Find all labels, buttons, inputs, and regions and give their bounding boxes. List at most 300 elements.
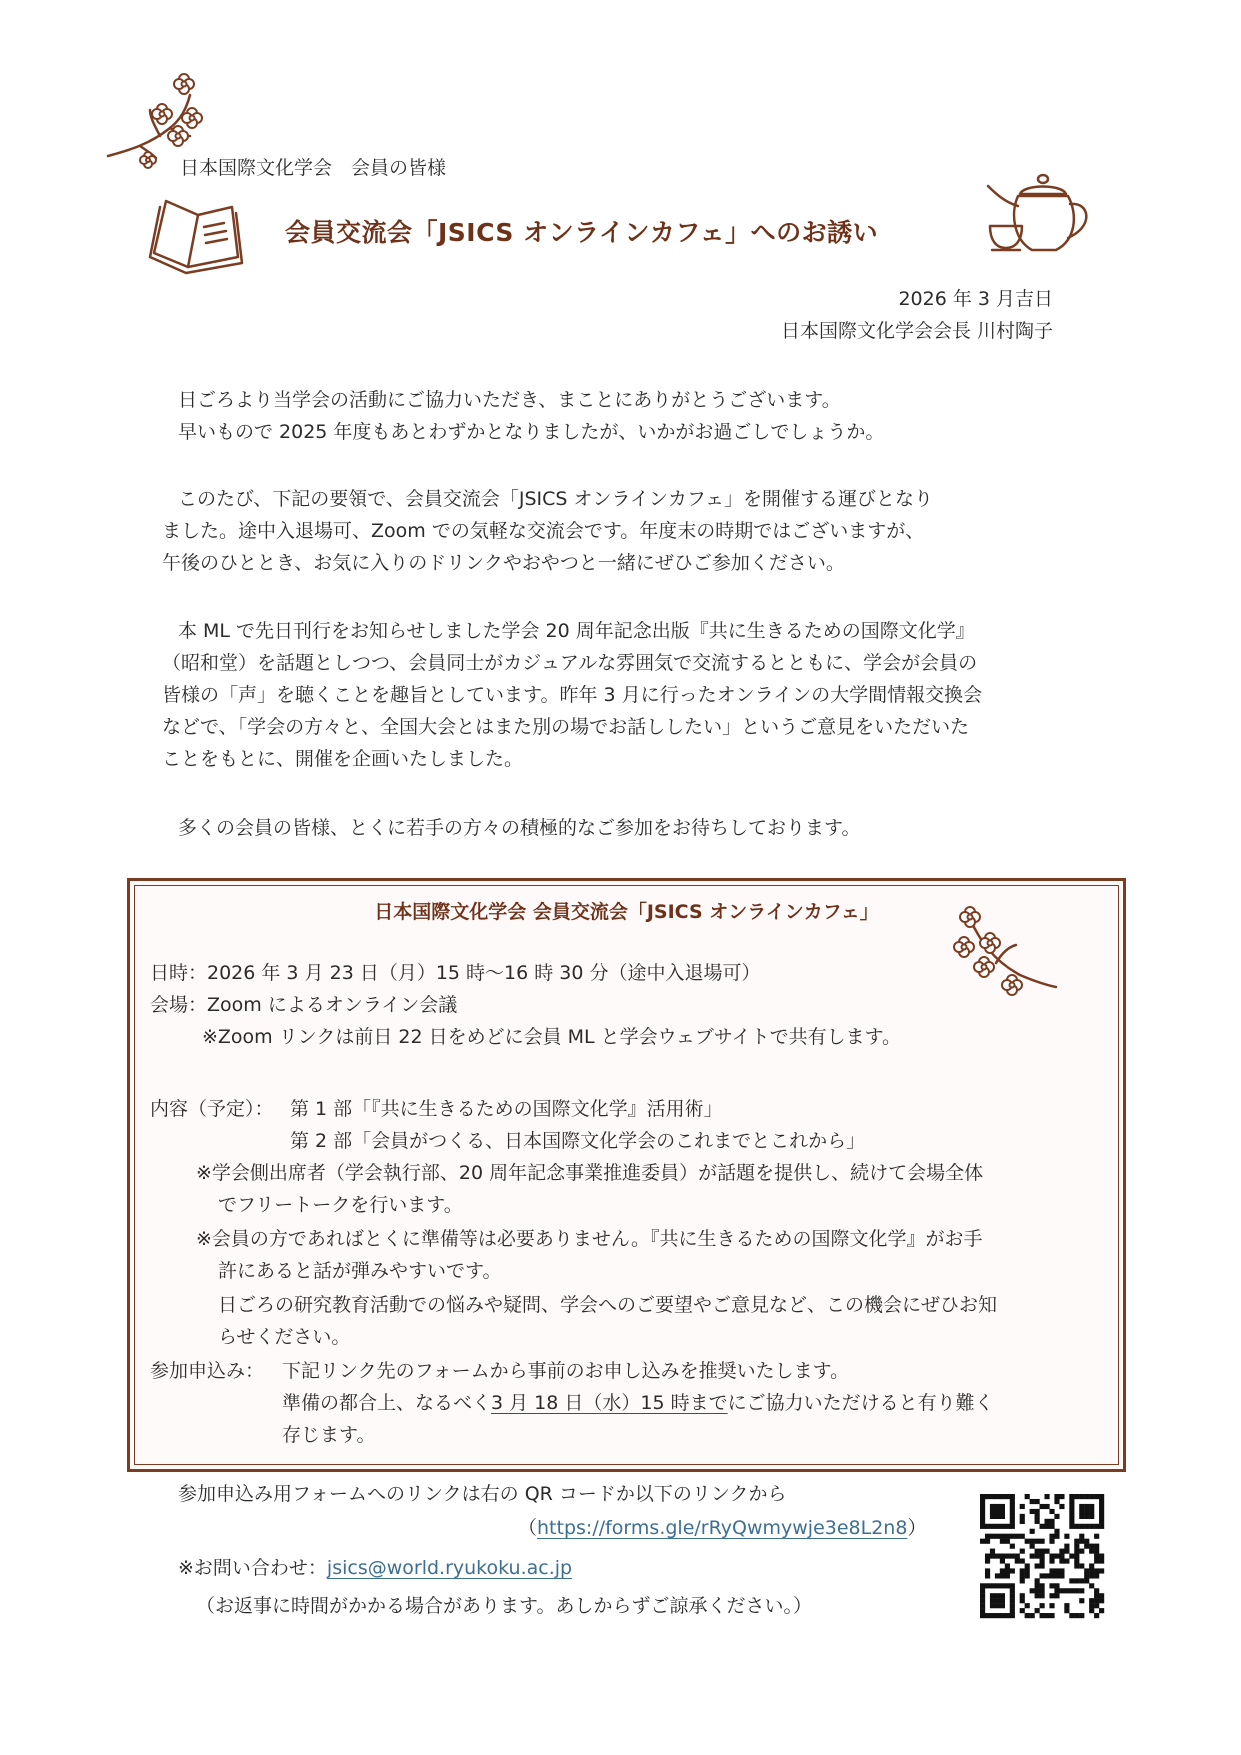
sender-name: 日本国際文化学会会長 川村陶子 — [780, 320, 1053, 342]
contact-email-link[interactable]: jsics@world.ryukoku.ac.jp — [326, 1557, 573, 1579]
qr-module — [1074, 1539, 1079, 1544]
qr-module — [1064, 1608, 1069, 1613]
qr-module — [980, 1514, 985, 1519]
qr-module — [995, 1554, 1000, 1559]
qr-module — [1059, 1588, 1064, 1593]
qr-module — [1010, 1603, 1015, 1608]
event-content-label: 内容（予定）： — [150, 1098, 274, 1120]
qr-module — [1054, 1529, 1059, 1534]
qr-module — [1074, 1544, 1079, 1549]
qr-module — [1079, 1494, 1084, 1499]
qr-module — [980, 1494, 985, 1499]
qr-module — [1049, 1573, 1054, 1578]
qr-module — [1049, 1603, 1054, 1608]
event-datetime: 日時：2026 年 3 月 23 日（月）15 時〜16 時 30 分（途中入退場可） — [150, 962, 761, 984]
qr-module — [985, 1554, 990, 1559]
qr-module — [1020, 1598, 1025, 1603]
qr-module — [1005, 1573, 1010, 1578]
qr-module — [1005, 1568, 1010, 1573]
qr-module — [1000, 1593, 1005, 1598]
addressee: 日本国際文化学会 会員の皆様 — [180, 157, 447, 179]
qr-module — [1099, 1598, 1104, 1603]
qr-module — [1069, 1578, 1074, 1583]
qr-module — [1094, 1603, 1099, 1608]
qr-module — [1094, 1588, 1099, 1593]
qr-module — [995, 1524, 1000, 1529]
qr-module — [1089, 1509, 1094, 1514]
qr-module — [1035, 1539, 1040, 1544]
qr-module — [980, 1499, 985, 1504]
qr-module — [1015, 1558, 1020, 1563]
qr-module — [1094, 1549, 1099, 1554]
qr-module — [1035, 1563, 1040, 1568]
qr-module — [1040, 1539, 1045, 1544]
qr-module — [1040, 1549, 1045, 1554]
form-link[interactable]: https://forms.gle/rRyQwmywje3e8L2n8 — [537, 1517, 908, 1539]
open-book-icon — [146, 195, 246, 275]
qr-module — [1064, 1544, 1069, 1549]
qr-module — [990, 1549, 995, 1554]
qr-module — [1000, 1524, 1005, 1529]
qr-module — [1000, 1534, 1005, 1539]
qr-module — [1040, 1558, 1045, 1563]
qr-module — [1030, 1613, 1035, 1618]
qr-module — [1054, 1514, 1059, 1519]
qr-module — [1010, 1593, 1015, 1598]
paren-open: （ — [518, 1517, 538, 1539]
qr-module — [1074, 1549, 1079, 1554]
qr-module — [1049, 1583, 1054, 1588]
qr-module — [1059, 1504, 1064, 1509]
qr-module — [1020, 1608, 1025, 1613]
qr-module — [1094, 1568, 1099, 1573]
qr-module — [1020, 1558, 1025, 1563]
event-apply-text-end: 存じます。 — [282, 1424, 376, 1446]
event-note-preparation: ※会員の方であればとくに準備等は必要ありません。『共に生きるための国際文化学』がお手 — [196, 1228, 983, 1250]
contact-line — [178, 1552, 572, 1584]
qr-module — [1059, 1558, 1064, 1563]
qr-module — [1005, 1583, 1010, 1588]
qr-module — [1089, 1608, 1094, 1613]
qr-module — [1035, 1554, 1040, 1559]
qr-module — [1035, 1593, 1040, 1598]
qr-module — [1044, 1494, 1049, 1499]
qr-module — [995, 1573, 1000, 1578]
qr-module — [1005, 1563, 1010, 1568]
event-note-feedback: 日ごろの研究教育活動での悩みや疑問、学会へのご要望やご意見など、この機会にぜひお知 — [218, 1294, 998, 1316]
qr-module — [1010, 1494, 1015, 1499]
qr-module — [990, 1603, 995, 1608]
qr-module — [1079, 1613, 1084, 1618]
qr-module — [1010, 1544, 1015, 1549]
qr-module — [1000, 1613, 1005, 1618]
qr-module — [980, 1509, 985, 1514]
qr-module — [1079, 1504, 1084, 1509]
qr-module — [1084, 1539, 1089, 1544]
qr-code-icon[interactable] — [980, 1494, 1104, 1618]
qr-module — [1040, 1603, 1045, 1608]
qr-module — [1099, 1504, 1104, 1509]
qr-module — [985, 1558, 990, 1563]
qr-module — [985, 1568, 990, 1573]
qr-module — [1099, 1514, 1104, 1519]
qr-module — [1059, 1494, 1064, 1499]
qr-module — [1010, 1568, 1015, 1573]
qr-module — [1084, 1524, 1089, 1529]
paragraph-line: このたび、下記の要領で、会員交流会「JSICS オンラインカフェ」を開催する運びとなり — [178, 488, 933, 510]
qr-module — [1059, 1549, 1064, 1554]
qr-module — [985, 1524, 990, 1529]
qr-module — [1094, 1554, 1099, 1559]
qr-module — [1020, 1514, 1025, 1519]
qr-module — [1054, 1568, 1059, 1573]
qr-module — [1030, 1588, 1035, 1593]
qr-module — [1049, 1524, 1054, 1529]
qr-module — [1049, 1519, 1054, 1524]
qr-module — [1025, 1568, 1030, 1573]
qr-module — [1069, 1504, 1074, 1509]
qr-module — [1005, 1539, 1010, 1544]
qr-module — [1069, 1588, 1074, 1593]
qr-module — [1044, 1549, 1049, 1554]
qr-module — [1069, 1514, 1074, 1519]
qr-module — [1084, 1509, 1089, 1514]
qr-module — [1000, 1598, 1005, 1603]
qr-module — [1069, 1554, 1074, 1559]
qr-module — [990, 1613, 995, 1618]
paragraph-line: （昭和堂）を話題としつつ、会員同士がカジュアルな雰囲気で交流するとともに、学会が会員の — [162, 652, 978, 674]
qr-module — [1089, 1583, 1094, 1588]
qr-module — [1094, 1593, 1099, 1598]
qr-module — [1099, 1494, 1104, 1499]
qr-module — [1099, 1519, 1104, 1524]
qr-module — [1079, 1598, 1084, 1603]
qr-module — [1000, 1603, 1005, 1608]
qr-module — [1020, 1578, 1025, 1583]
qr-module — [1000, 1568, 1005, 1573]
qr-module — [1064, 1588, 1069, 1593]
qr-module — [1059, 1554, 1064, 1559]
qr-module — [1010, 1608, 1015, 1613]
paragraph-line: 午後のひととき、お気に入りのドリンクやおやつと一緒にぜひご参加ください。 — [162, 552, 845, 574]
qr-module — [1020, 1573, 1025, 1578]
qr-module — [990, 1494, 995, 1499]
qr-module — [1040, 1593, 1045, 1598]
qr-module — [1099, 1524, 1104, 1529]
qr-module — [1069, 1494, 1074, 1499]
paragraph-purpose — [162, 615, 982, 775]
qr-module — [980, 1583, 985, 1588]
qr-module — [995, 1613, 1000, 1618]
qr-module — [1064, 1558, 1069, 1563]
qr-module — [995, 1514, 1000, 1519]
qr-module — [1089, 1514, 1094, 1519]
qr-module — [1030, 1509, 1035, 1514]
qr-module — [1099, 1558, 1104, 1563]
qr-module — [1089, 1544, 1094, 1549]
qr-module — [1089, 1549, 1094, 1554]
qr-module — [1074, 1524, 1079, 1529]
qr-module — [1025, 1563, 1030, 1568]
qr-module — [1020, 1568, 1025, 1573]
qr-module — [980, 1524, 985, 1529]
qr-module — [1054, 1583, 1059, 1588]
qr-module — [1005, 1554, 1010, 1559]
qr-module — [1099, 1568, 1104, 1573]
qr-module — [995, 1598, 1000, 1603]
qr-module — [980, 1613, 985, 1618]
qr-module — [995, 1534, 1000, 1539]
qr-module — [1064, 1603, 1069, 1608]
qr-module — [1049, 1554, 1054, 1559]
event-apply-deadline-line — [282, 1387, 994, 1419]
letter-date: 2026 年 3 月吉日 — [898, 288, 1053, 310]
contact-label: ※お問い合わせ： — [178, 1557, 327, 1579]
qr-module — [1010, 1598, 1015, 1603]
qr-module — [1005, 1613, 1010, 1618]
qr-module — [1044, 1573, 1049, 1578]
event-venue-note: ※Zoom リンクは前日 22 日をめどに会員 ML と学会ウェブサイトで共有します。 — [202, 1026, 902, 1048]
qr-module — [1049, 1509, 1054, 1514]
event-note-speakers-cont: でフリートークを行います。 — [218, 1194, 463, 1216]
event-note-feedback-cont: らせください。 — [218, 1326, 351, 1348]
qr-module — [990, 1593, 995, 1598]
qr-module — [1010, 1554, 1015, 1559]
qr-module — [1084, 1573, 1089, 1578]
qr-module — [1030, 1529, 1035, 1534]
qr-module — [1035, 1583, 1040, 1588]
qr-module — [1025, 1539, 1030, 1544]
qr-module — [1000, 1494, 1005, 1499]
form-link-intro: 参加申込み用フォームへのリンクは右の QR コードか以下のリンクから — [178, 1483, 787, 1505]
qr-module — [1074, 1494, 1079, 1499]
qr-module — [1084, 1578, 1089, 1583]
qr-module — [1035, 1549, 1040, 1554]
event-title: 日本国際文化学会 会員交流会「JSICS オンラインカフェ」 — [374, 901, 879, 923]
qr-module — [1084, 1494, 1089, 1499]
qr-module — [1030, 1554, 1035, 1559]
qr-module — [1089, 1563, 1094, 1568]
qr-module — [1005, 1534, 1010, 1539]
qr-module — [1079, 1588, 1084, 1593]
qr-module — [1094, 1613, 1099, 1618]
qr-module — [1054, 1573, 1059, 1578]
qr-module — [1079, 1514, 1084, 1519]
qr-module — [1020, 1593, 1025, 1598]
qr-module — [1025, 1613, 1030, 1618]
qr-module — [1064, 1549, 1069, 1554]
qr-module — [1010, 1499, 1015, 1504]
qr-module — [995, 1494, 1000, 1499]
qr-module — [1010, 1519, 1015, 1524]
qr-module — [1099, 1593, 1104, 1598]
qr-module — [1025, 1494, 1030, 1499]
qr-module — [1030, 1539, 1035, 1544]
qr-module — [1030, 1544, 1035, 1549]
qr-module — [1000, 1554, 1005, 1559]
paragraph-line: 本 ML で先日刊行をお知らせしました学会 20 周年記念出版『共に生きるための国際文化学』 — [178, 620, 975, 642]
teapot-icon — [984, 170, 1104, 260]
paragraph-line: 早いもので 2025 年度もあとわずかとなりましたが、いかがお過ごしでしょうか。 — [178, 421, 885, 443]
qr-module — [1035, 1588, 1040, 1593]
qr-module — [990, 1504, 995, 1509]
qr-module — [1079, 1524, 1084, 1529]
qr-module — [1000, 1558, 1005, 1563]
qr-module — [980, 1608, 985, 1613]
qr-module — [985, 1573, 990, 1578]
qr-module — [1079, 1534, 1084, 1539]
qr-module — [1074, 1558, 1079, 1563]
qr-module — [1079, 1563, 1084, 1568]
qr-module — [1010, 1504, 1015, 1509]
qr-module — [1000, 1504, 1005, 1509]
qr-module — [1054, 1499, 1059, 1504]
qr-module — [1074, 1554, 1079, 1559]
qr-module — [995, 1509, 1000, 1514]
qr-module — [1084, 1514, 1089, 1519]
qr-module — [1094, 1573, 1099, 1578]
apply-text-before: 準備の都合上、なるべく — [282, 1392, 492, 1414]
qr-module — [1049, 1539, 1054, 1544]
paragraph-line: 日ごろより当学会の活動にご協力いただき、まことにありがとうございます。 — [178, 389, 841, 411]
qr-module — [1069, 1499, 1074, 1504]
qr-module — [1040, 1613, 1045, 1618]
qr-module — [1044, 1504, 1049, 1509]
qr-module — [1099, 1608, 1104, 1613]
qr-module — [990, 1534, 995, 1539]
qr-module — [1020, 1504, 1025, 1509]
qr-module — [1099, 1554, 1104, 1559]
qr-module — [1000, 1514, 1005, 1519]
event-part2: 第 2 部「会員がつくる、日本国際文化学会のこれまでとこれから」 — [290, 1130, 866, 1152]
qr-module — [1010, 1588, 1015, 1593]
qr-module — [1005, 1494, 1010, 1499]
qr-module — [1074, 1563, 1079, 1568]
qr-module — [1069, 1613, 1074, 1618]
form-link-line — [518, 1512, 926, 1544]
qr-module — [1025, 1603, 1030, 1608]
qr-module — [1084, 1568, 1089, 1573]
qr-module — [1015, 1554, 1020, 1559]
qr-module — [1079, 1549, 1084, 1554]
qr-module — [1035, 1608, 1040, 1613]
qr-module — [1054, 1494, 1059, 1499]
qr-module — [980, 1539, 985, 1544]
qr-module — [985, 1494, 990, 1499]
qr-module — [980, 1593, 985, 1598]
qr-module — [1074, 1578, 1079, 1583]
qr-module — [1005, 1524, 1010, 1529]
qr-module — [1084, 1544, 1089, 1549]
event-note-preparation-cont: 許にあると話が弾みやすいです。 — [218, 1260, 502, 1282]
qr-module — [1040, 1573, 1045, 1578]
qr-module — [1000, 1509, 1005, 1514]
qr-module — [995, 1583, 1000, 1588]
qr-module — [1035, 1499, 1040, 1504]
qr-module — [995, 1603, 1000, 1608]
paragraph-line: ました。途中入退場可、Zoom での気軽な交流会です。年度末の時期ではございますが、 — [162, 520, 925, 542]
qr-module — [1094, 1494, 1099, 1499]
qr-module — [1020, 1519, 1025, 1524]
qr-module — [1010, 1524, 1015, 1529]
qr-module — [1040, 1583, 1045, 1588]
qr-module — [995, 1593, 1000, 1598]
qr-module — [1054, 1588, 1059, 1593]
qr-module — [1079, 1539, 1084, 1544]
qr-module — [980, 1603, 985, 1608]
qr-module — [1069, 1519, 1074, 1524]
qr-module — [1079, 1509, 1084, 1514]
qr-module — [1064, 1534, 1069, 1539]
qr-module — [990, 1509, 995, 1514]
qr-module — [1049, 1558, 1054, 1563]
qr-module — [1010, 1509, 1015, 1514]
qr-module — [1040, 1524, 1045, 1529]
qr-module — [1044, 1524, 1049, 1529]
qr-module — [1049, 1534, 1054, 1539]
qr-module — [980, 1519, 985, 1524]
paragraph-line: 皆様の「声」を聴くことを趣旨としています。昨年 3 月に行ったオンラインの大学間情報交換会 — [162, 684, 983, 706]
qr-module — [1089, 1504, 1094, 1509]
paragraph-line: などで、「学会の方々と、全国大会とはまた別の場でお話ししたい」というご意見をいただいた — [162, 716, 970, 738]
qr-module — [1049, 1613, 1054, 1618]
event-venue: 会場：Zoom によるオンライン会議 — [150, 994, 458, 1016]
qr-module — [1010, 1514, 1015, 1519]
qr-module — [1040, 1504, 1045, 1509]
qr-module — [990, 1583, 995, 1588]
paren-close: ） — [907, 1517, 927, 1539]
qr-module — [1020, 1534, 1025, 1539]
event-note-speakers: ※学会側出席者（学会執行部、20 周年記念事業推進委員）が話題を提供し、続けて会場全体 — [196, 1162, 984, 1184]
qr-module — [1000, 1573, 1005, 1578]
page-title: 会員交流会「JSICS オンラインカフェ」へのお誘い — [285, 218, 879, 247]
qr-module — [1010, 1534, 1015, 1539]
qr-module — [1099, 1499, 1104, 1504]
qr-module — [985, 1534, 990, 1539]
apply-text-after: にご協力いただけると有り難く — [727, 1392, 994, 1414]
paragraph-announcement — [162, 483, 933, 579]
qr-module — [990, 1598, 995, 1603]
qr-module — [1040, 1563, 1045, 1568]
qr-module — [985, 1583, 990, 1588]
apply-deadline: 3 月 18 日（水）15 時まで — [491, 1392, 728, 1414]
qr-module — [985, 1539, 990, 1544]
qr-module — [1010, 1613, 1015, 1618]
qr-module — [1074, 1588, 1079, 1593]
qr-module — [1089, 1524, 1094, 1529]
qr-module — [1074, 1613, 1079, 1618]
qr-module — [1049, 1568, 1054, 1573]
qr-module — [1089, 1603, 1094, 1608]
event-apply-label: 参加申込み： — [150, 1360, 265, 1382]
qr-module — [1030, 1499, 1035, 1504]
qr-module — [1040, 1588, 1045, 1593]
qr-module — [995, 1504, 1000, 1509]
qr-module — [1035, 1509, 1040, 1514]
qr-module — [1044, 1519, 1049, 1524]
qr-module — [1094, 1544, 1099, 1549]
qr-module — [1010, 1583, 1015, 1588]
plum-blossom-icon — [950, 901, 1060, 1001]
paragraph-line: ことをもとに、開催を企画いたしました。 — [162, 748, 524, 770]
qr-module — [1025, 1573, 1030, 1578]
qr-module — [1094, 1598, 1099, 1603]
paragraph-greeting — [178, 384, 884, 448]
qr-module — [1094, 1524, 1099, 1529]
qr-module — [1089, 1494, 1094, 1499]
qr-module — [1054, 1554, 1059, 1559]
qr-module — [1044, 1613, 1049, 1618]
